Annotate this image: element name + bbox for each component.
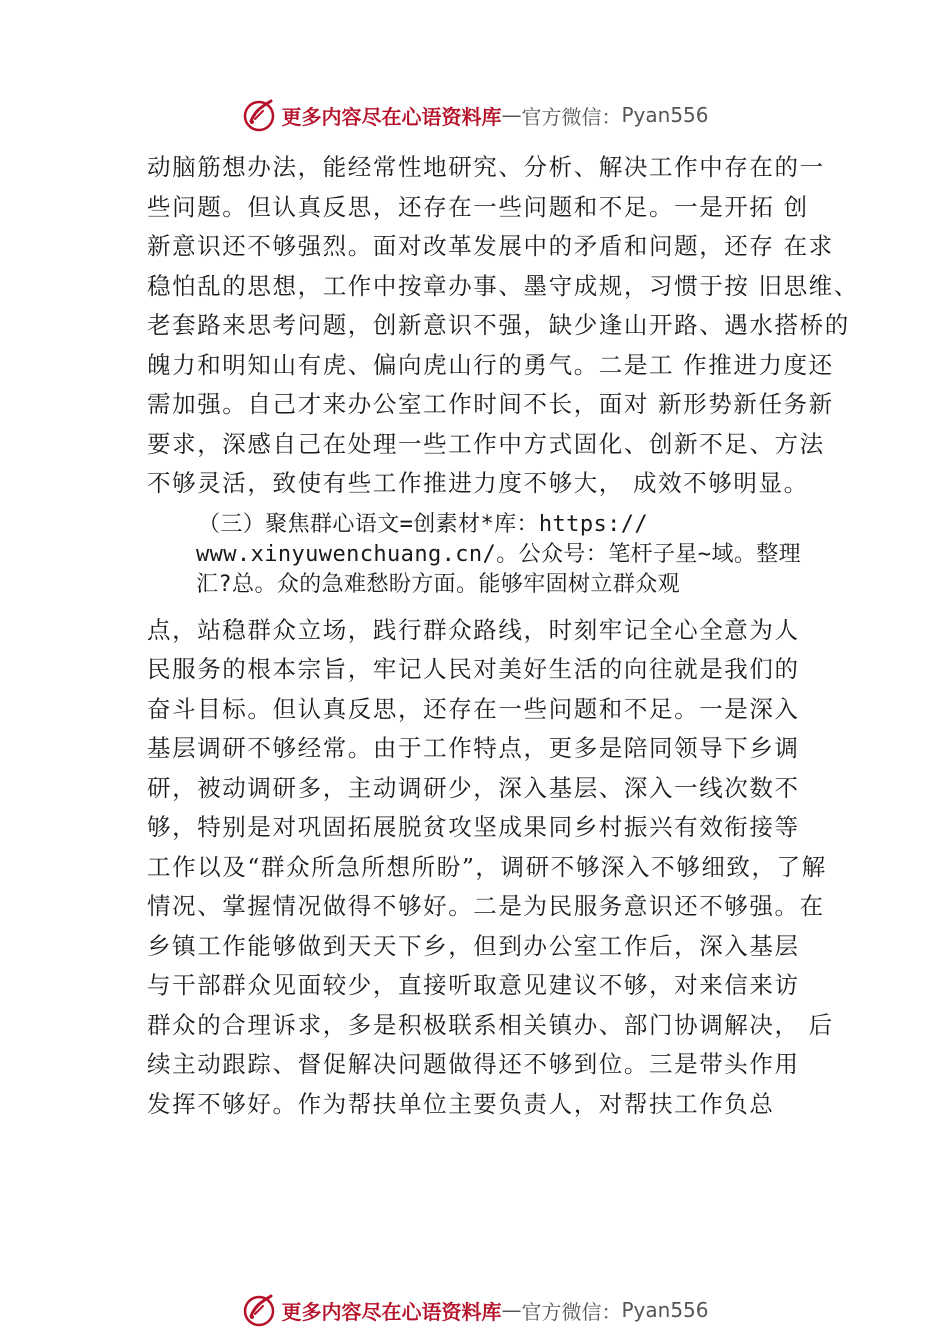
watermark-brand: 更多内容尽在心语资料库 [281,1299,502,1324]
text-line: 乡镇工作能够做到天天下乡，但到办公室工作后，深入基层 [147,932,800,960]
text-line: 要求，深感自己在处理一些工作中方式固化、创新不足、方法 [147,430,825,458]
text-line: 稳怕乱的思想，工作中按章办事、墨守成规，习惯于按 旧思维、 [147,272,859,300]
text-line: 够，特别是对巩固拓展脱贫攻坚成果同乡村振兴有效衔接等 [147,813,800,841]
watermark-wechat-id: Pyan556 [621,103,709,127]
watermark-dash: — [501,103,522,127]
header-watermark [0,95,950,135]
text-line: 与干部群众见面较少，直接听取意见建议不够，对来信来访 [147,971,800,999]
text-line: 奋斗目标。但认真反思，还存在一些问题和不足。一是深入 [147,695,800,723]
text-line: 点，站稳群众立场，践行群众路线，时刻牢记全心全意为人 [147,616,800,644]
text-line: 需加强。自己才来办公室工作时间不长，面对 新形势新任务新 [147,390,834,418]
section-heading-line: 汇?总。众的急难愁盼方面。能够牢固树立群众观 [196,572,681,597]
text-line: 老套路来思考问题，创新意识不强，缺少逢山开路、遇水搭桥的 [147,311,850,339]
text-line: 新意识还不够强烈。面对改革发展中的矛盾和问题，还存 在求 [147,232,834,260]
text-line: 续主动跟踪、督促解决问题做得还不够到位。三是带头作用 [147,1050,800,1078]
text-line: 动脑筋想办法，能经常性地研究、分析、解决工作中存在的一 [147,153,825,181]
text-line: 些问题。但认真反思，还存在一些问题和不足。一是开拓 创 [147,193,809,221]
text-line: 发挥不够好。作为帮扶单位主要负责人，对帮扶工作负总 [147,1090,775,1118]
text-line: 情况、掌握情况做得不够好。二是为民服务意识还不够强。在 [147,892,825,920]
section-heading-line: www.xinyuwenchuang.cn/。公众号：笔杆子星~域。整理 [196,542,802,567]
section-heading-line: （三）聚焦群心语文=创素材*库：https:// [198,512,649,537]
text-line: 民服务的根本宗旨，牢记人民对美好生活的向往就是我们的 [147,655,800,683]
text-line: 群众的合理诉求，多是积极联系相关镇办、部门协调解决， 后 [147,1011,834,1039]
watermark-dash: — [501,1298,522,1322]
logo-icon [241,97,277,133]
text-line: 魄力和明知山有虎、偏向虎山行的勇气。二是工 作推进力度还 [147,351,834,379]
footer-watermark [0,1290,950,1330]
text-line: 研，被动调研多，主动调研少，深入基层、深入一线次数不 [147,774,800,802]
watermark-wechat-id: Pyan556 [621,1298,709,1322]
watermark-brand: 更多内容尽在心语资料库 [281,104,502,129]
watermark-wechat-label: 官方微信： [521,104,622,129]
text-line: 不够灵活，致使有些工作推进力度不够大， 成效不够明显。 [147,469,809,497]
text-line: 工作以及“群众所急所想所盼”，调研不够深入不够细致，了解 [147,853,827,881]
logo-icon [241,1292,277,1328]
text-line: 基层调研不够经常。由于工作特点，更多是陪同领导下乡调 [147,734,800,762]
watermark-wechat-label: 官方微信： [521,1299,622,1324]
